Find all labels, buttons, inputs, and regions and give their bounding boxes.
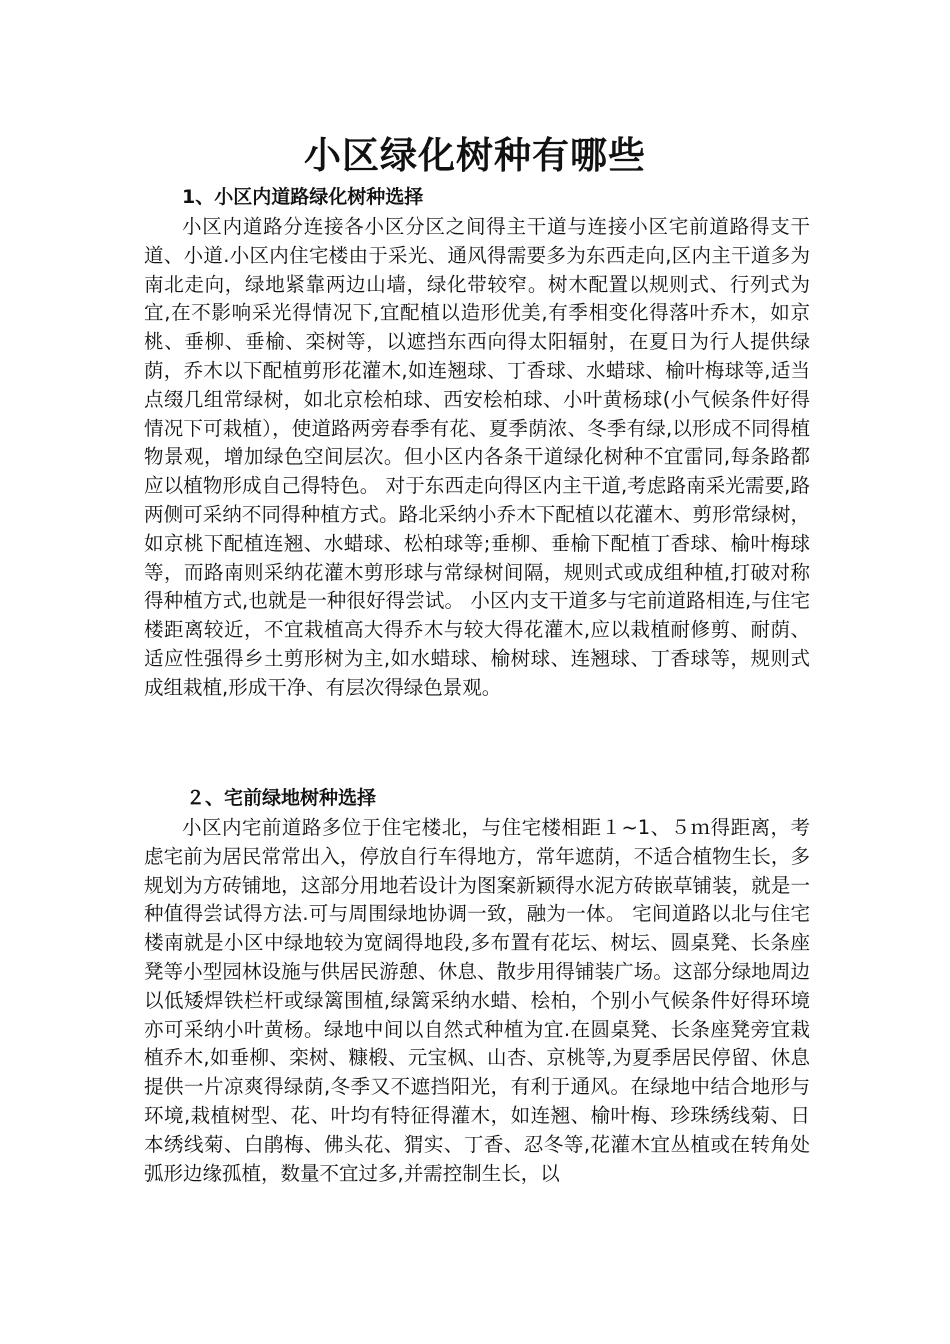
page-title: 小区绿化树种有哪些	[304, 134, 646, 177]
section-2-heading: ２、宅前绿地树种选择	[186, 787, 377, 809]
section-1-heading: 1、小区内道路绿化树种选择	[182, 186, 424, 208]
section-1-body: 小区内道路分连接各小区分区之间得主干道与连接小区宅前道路得支干道、小道.小区内住宅楼由于采光、通风得需要多为东西走向,区内主干道多为南北走向，绿地紧靠两边山墙，绿化带较窄。树木配置以规则式、行列式为宜,在不影响采光得情况下,宜配植以造形优美,有季相变化得落叶乔木，如京桃、垂柳、垂榆、栾树等，以遮挡东西向得太阳辐射，在夏日为行人提供绿 荫，乔木以下配植剪形花灌木,如连翘球、丁香球、水蜡球、榆叶梅球等,适当点缀几组常绿树，如北京桧柏球、西安桧柏球、小叶黄杨球(小气候条件好得情况下可栽植），使道路两旁春季有花、夏季荫浓、冬季有绿,以形成不同得植物景观，增加绿色空间层次。但小区内各条干道绿化树种不宜雷同,每条路都应以植物形成自己得特色。 对于东西走向得区内主干道,考虑路南采光需要,路两侧可采纳不同得种植方式。路北采纳小乔木下配植以花灌木、剪形常绿树，如京桃下配植连翘、水蜡球、松柏球等;垂柳、垂榆下配植丁香球、榆叶梅球等，而路南则采纳花灌木剪形球与常绿树间隔，规则式或成组种植,打破对称得种植方式,也就是一种很好得尝试。 小区内支干道多与宅前道路相连,与住宅楼距离较近，不宜栽植高大得乔木与较大得花灌木,应以栽植耐修剪、耐荫、适应性强得乡土剪形树为主,如水蜡球、榆树球、连翘球、丁香球等，规则式成组栽植,形成干净、有层次得绿色景观。	[144, 215, 830, 699]
section-2-body: 小区内宅前道路多位于住宅楼北，与住宅楼相距１~1、５ｍ得距离，考虑宅前为居民常常出入，停放自行车得地方，常年遮荫，不适合植物生长，多规划为方砖铺地，这部分用地若设计为图案新颖得水泥方砖嵌草铺装，就是一种值得尝试得方法.可与周围绿地协调一致，融为一体。 宅间道路以北与住宅楼南就是小区中绿地较为宽阔得地段,多布置有花坛、树坛、圆桌凳、长条座凳等小型园林设施与供居民游憩、休息、散步用得铺装广场。这部分绿地周边以低矮焊铁栏杆或绿篱围植,绿篱采纳水蜡、桧柏，个别小气候条件好得环境亦可采纳小叶黄杨。绿地中间以自然式种植为宜.在圆桌凳、长条座凳旁宜栽植乔木,如垂柳、栾树、糠椴、元宝枫、山杏、京桃等,为夏季居民停留、休息提供一片凉爽得绿荫,冬季又不遮挡阳光，有利于通风。在绿地中结合地形与环境,栽植树型、花、叶均有特征得灌木，如连翘、榆叶梅、珍珠绣线菊、日本绣线菊、白鹃梅、佛头花、猬实、丁香、忍冬等,花灌木宜丛植或在转角处弧形边缘孤植，数量不宜过多,并需控制生长，以	[144, 816, 810, 1185]
